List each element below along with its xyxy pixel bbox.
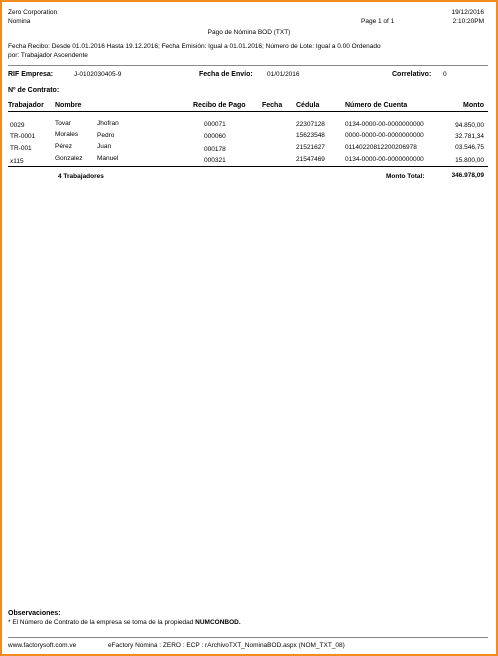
report-time: 2:10:20PM [452,18,484,25]
cell-cedula: 22307128 [296,121,325,128]
cell-cuenta: 0134-0000-00-0000000000 [345,121,424,128]
correlativo-value: 0 [443,71,447,78]
cell-monto: 94.850,00 [455,122,484,129]
cell-cedula: 21521627 [296,144,325,151]
report-date: 19/12/2016 [451,9,484,16]
cell-trabajador: TR-0001 [10,133,36,140]
cell-nombre: Jhofran [97,120,119,127]
page-number: Page 1 of 1 [361,18,395,25]
correlativo-label: Correlativo: [392,71,432,78]
cell-nombre: Pedro [97,132,115,139]
total-label: Monto Total: [386,173,425,180]
cell-monto: 15.800,00 [455,157,484,164]
company-name: Zero Corporation [8,9,58,16]
col-cuenta: Número de Cuenta [345,102,408,109]
observations-text-prefix: * El Número de Contrato de la empresa se toma de la propiedad [8,619,196,626]
cell-monto: 03.546,75 [455,144,484,151]
rif-label: RIF Empresa: [8,71,54,78]
worker-count: 4 Trabajadores [58,173,104,180]
cell-cuenta: 0000-0000-00-0000000000 [345,132,424,139]
cell-apellido: Tovar [55,120,71,127]
footer-path: eFactory Nomina : ZERO : ECP : rArchivoTXT_NominaBOD.aspx (NOM_TXT_08) [108,642,345,649]
cell-recibo: 000178 [204,146,226,153]
contrato-label: Nº de Contrato: [8,87,60,94]
cell-recibo: 000321 [204,157,226,164]
cell-recibo: 000071 [204,121,226,128]
col-trabajador: Trabajador [8,102,44,109]
envio-label: Fecha de Envío: [199,71,253,78]
observations-property: NUMCONBOD. [195,619,241,626]
total-value: 346.978,09 [451,172,484,179]
cell-cuenta: 01140220812200206978 [345,144,417,151]
header-divider [8,111,488,112]
col-fecha: Fecha [262,102,283,109]
cell-recibo: 000060 [204,133,226,140]
cell-trabajador: TR-001 [10,145,32,152]
col-monto: Monto [463,102,484,109]
rif-value: J-0102030405-9 [74,71,122,78]
filters-line-2: por: Trabajador Ascendente [8,52,88,59]
cell-trabajador: 0029 [10,122,25,129]
cell-cedula: 21547469 [296,156,325,163]
col-nombre: Nombre [55,102,82,109]
cell-nombre: Juan [97,143,112,150]
cell-monto: 32.781,34 [455,133,484,140]
cell-cedula: 15623548 [296,132,325,139]
cell-apellido: Pérez [55,143,72,150]
divider [8,65,488,66]
observations-text [8,620,241,627]
footer-site: www.factorysoft.com.ve [8,642,77,649]
report-title: Pago de Nómina BOD (TXT) [207,29,291,36]
envio-value: 01/01/2016 [267,71,300,78]
cell-cuenta: 0134-0000-00-0000000000 [345,156,424,163]
cell-nombre: Manuel [97,155,119,162]
observations-label: Observaciones: [8,610,61,617]
footer-divider [8,637,488,638]
cell-apellido: Morales [55,131,79,138]
col-cedula: Cédula [296,102,320,109]
col-recibo: Recibo de Pago [193,102,246,109]
cell-apellido: Gonzalez [55,155,83,162]
filters-line-1: Fecha Recibo: Desde 01.01.2016 Hasta 19.12.2016; Fecha Emisión: Igual a 01.01.2016; Número de Lote: Igual a 0.00 Ordenado [8,43,381,50]
module-name: Nomina [8,18,31,25]
cell-trabajador: x115 [10,158,24,165]
rows-divider [8,166,488,167]
